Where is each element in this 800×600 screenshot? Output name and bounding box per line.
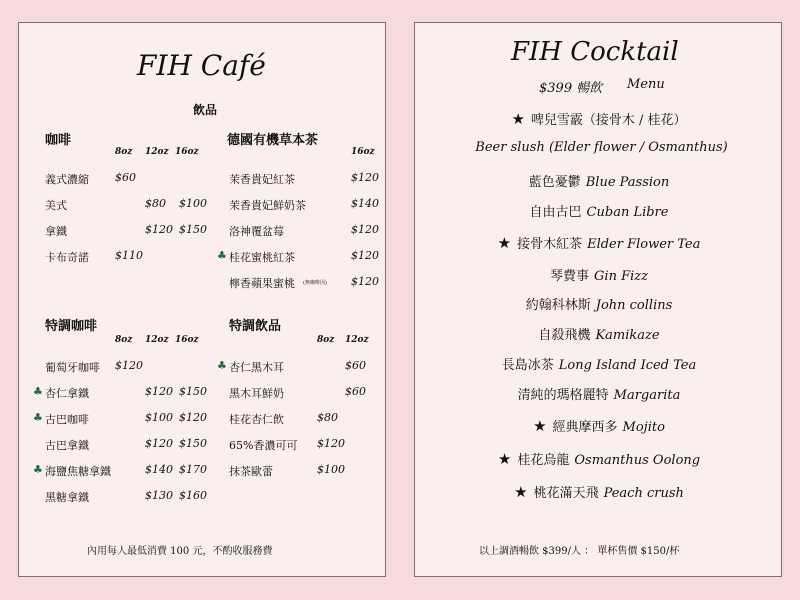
clover-icon: ♣ [33,385,43,398]
menu-item-name: 杏仁黑木耳 [229,361,284,374]
drinks-heading: 飲品 [193,103,218,117]
star-icon: ★ [497,234,512,252]
menu-item-name: 桂花杏仁飲 [229,413,284,426]
cocktail-name-zh: 清純的瑪格麗特 [517,388,609,403]
menu-item-price: $130 [145,489,173,502]
menu-item-price: $110 [115,249,143,262]
menu-item-price: $120 [145,223,173,236]
menu-item-price: $140 [145,463,173,476]
tea-item-note: (無咖啡因) [303,280,327,286]
cocktail-subtitle-price: $399 暢飲 [539,81,603,96]
cocktail-name-en: Kamikaze [595,328,660,343]
cocktail-name-en: Long Island Iced Tea [558,358,697,373]
cocktail-name-zh: 自由古巴 [529,205,582,220]
tea-item-price: $120 [351,223,379,236]
menu-item-price: $60 [345,385,366,398]
tea-item-name: 洛神覆盆莓 [229,225,284,238]
menu-item-name: 杏仁拿鐵 [45,387,89,400]
cocktail-name-zh: 琴費事 [550,269,590,284]
cocktail-item [415,294,783,313]
cocktail-item [415,201,783,220]
cocktail-name-en: John collins [595,298,673,313]
menu-item-price: $120 [115,359,143,372]
star-icon: ★ [511,110,525,128]
cocktail-name-zh: 長島冰茶 [501,358,554,373]
size-label: 8oz [115,147,133,157]
cocktail-menu-page [414,22,782,577]
tea-item-price: $120 [351,275,379,288]
tea-heading: 德國有機草本茶 [227,133,319,148]
menu-item-price: $150 [179,385,207,398]
cocktail-name-en: Elder Flower Tea [587,237,701,252]
cocktail-name-en: Osmanthus Oolong [574,453,701,468]
clover-icon: ♣ [217,359,227,372]
cocktail-item [415,324,783,343]
cocktail-name-zh: 啤兒雪霰（接骨木 / 桂花） [530,113,687,128]
menu-item-price: $120 [145,437,173,450]
cocktail-item [415,171,783,190]
cocktail-item [415,233,783,252]
menu-item-price: $170 [179,463,207,476]
coffee-heading: 咖啡 [45,133,72,148]
menu-item-name: 抹茶歐蕾 [229,465,273,478]
size-label: 16oz [175,147,199,157]
menu-item-name: 黑木耳鮮奶 [229,387,284,400]
menu-item-price: $60 [115,171,136,184]
cocktail-name-zh: 自殺飛機 [538,328,591,343]
cocktail-item [415,109,783,128]
cocktail-name-zh: 約翰科林斯 [525,298,591,313]
cocktail-title: FIH Cocktail [511,37,679,67]
menu-item-price: $150 [179,437,207,450]
menu-item-price: $120 [317,437,345,450]
tea-item-price: $120 [351,171,379,184]
star-icon: ★ [514,483,528,501]
star-icon: ★ [533,417,547,435]
cafe-footer-note: 內用每人最低消費 100 元，不酌收服務費 [87,546,273,557]
tea-item-name: 茉香貴妃鮮奶茶 [229,199,306,212]
size-label: 12oz [145,335,169,345]
size-label: 12oz [345,335,369,345]
menu-item-price: $160 [179,489,207,502]
menu-item-price: $60 [345,359,366,372]
tea-item-name: 檸香蘋果蜜桃 [229,277,295,290]
menu-item-name: 海鹽焦糖拿鐵 [45,465,111,478]
cocktail-item [415,416,783,435]
tea-item-name: 桂花蜜桃紅茶 [229,251,295,264]
menu-item-name: 古巴拿鐵 [45,439,89,452]
size-label: 16oz [175,335,199,345]
cocktail-item [415,384,783,403]
cocktail-name-en: Blue Passion [585,175,670,190]
cocktail-name-en: Beer slush (Elder flower / Osmanthus) [475,140,728,155]
cafe-menu-page [18,22,386,577]
menu-item-name: 古巴咖啡 [45,413,89,426]
menu-item-price: $150 [179,223,207,236]
menu-item-price: $100 [317,463,345,476]
menu-item-name: 卡布奇諾 [45,251,89,264]
cocktail-subtitle-menu: Menu [627,77,665,92]
cocktail-name-en: Mojito [622,420,665,435]
menu-item-name: 義式濃縮 [45,173,89,186]
cocktail-item [415,449,783,468]
tea-item-price: $140 [351,197,379,210]
cocktail-item [415,265,783,284]
cocktail-name-en: Peach crush [603,486,684,501]
cafe-title: FIH Café [137,49,266,82]
special-coffee-heading: 特調咖啡 [45,319,98,334]
size-label: 8oz [115,335,133,345]
clover-icon: ♣ [217,249,227,262]
menu-item-name: 65%香濃可可 [229,439,298,452]
cocktail-item [415,140,783,155]
cocktail-name-zh: 桃花滿天飛 [533,486,599,501]
cocktail-item [415,354,783,373]
menu-item-price: $100 [145,411,173,424]
menu-item-price: $100 [179,197,207,210]
cocktail-name-zh: 經典摩西多 [552,420,618,435]
menu-item-price: $80 [317,411,338,424]
menu-item-name: 黑糖拿鐵 [45,491,89,504]
tea-size-label: 16oz [351,147,375,157]
cocktail-name-en: Gin Fizz [594,269,648,284]
menu-item-price: $120 [179,411,207,424]
cocktail-name-zh: 接骨木紅茶 [517,237,583,252]
tea-item-price: $120 [351,249,379,262]
size-label: 8oz [317,335,335,345]
menu-item-name: 拿鐵 [45,225,67,238]
menu-item-name: 葡萄牙咖啡 [45,361,100,374]
menu-item-price: $120 [145,385,173,398]
clover-icon: ♣ [33,463,43,476]
special-drinks-heading: 特調飲品 [229,319,282,334]
menu-item-price: $80 [145,197,166,210]
cocktail-footer-note: 以上調酒暢飲 $399/人 ： 單杯售價 $150/杯 [479,546,680,557]
star-icon: ★ [497,450,512,468]
cocktail-item [415,482,783,501]
clover-icon: ♣ [33,411,43,424]
menu-item-name: 美式 [45,199,67,212]
cocktail-name-en: Margarita [613,388,681,403]
cocktail-name-en: Cuban Libre [586,205,669,220]
tea-item-name: 茉香貴妃紅茶 [229,173,295,186]
cocktail-name-zh: 藍色憂鬱 [528,175,581,190]
cocktail-name-zh: 桂花烏龍 [517,453,570,468]
size-label: 12oz [145,147,169,157]
